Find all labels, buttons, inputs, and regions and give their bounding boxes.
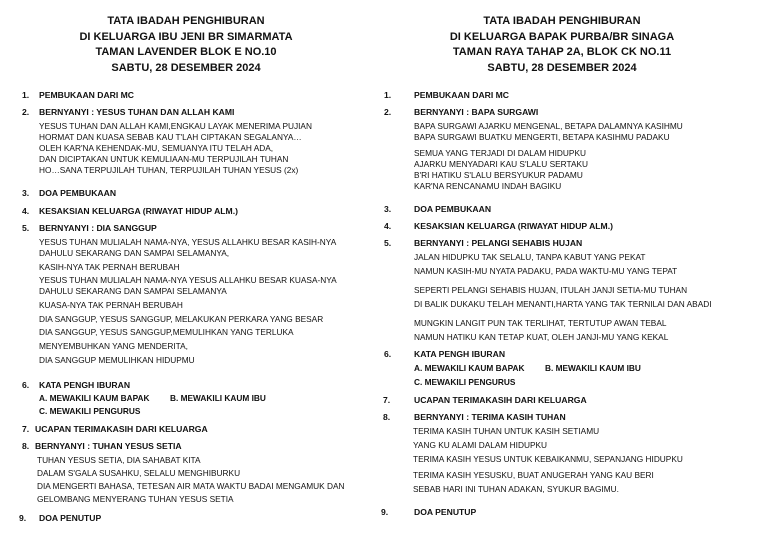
lyric-line: MENYEMBUHKAN YANG MENDERITA, [39, 341, 188, 352]
lyric-line: GELOMBANG MENYERANG TUHAN YESUS SETIA [37, 494, 234, 504]
lyric-line: DIA MENGERTI BAHASA, TETESAN AIR MATA WAKTU BADAI MENGAMUK DAN [37, 481, 345, 491]
left-item-7-number: 7. [22, 424, 30, 434]
left-item-4-title: KESAKSIAN KELUARGA (RIWAYAT HIDUP ALM.) [39, 206, 238, 216]
lyric-line: DIA SANGGUP MEMULIHKAN HIDUPMU [39, 354, 195, 365]
lyric-line: SEMUA YANG TERJADI DI DALAM HIDUPKU [414, 148, 586, 158]
lyric-line: DAN DICIPTAKAN UNTUK KEMULIAAN-MU TERPUJILAH TUHAN [39, 154, 289, 164]
right-item-5-title: BERNYANYI : PELANGI SEHABIS HUJAN [414, 238, 583, 248]
right-item-8-title: BERNYANYI : TERIMA KASIH TUHAN [414, 412, 566, 422]
right-header-line-1: TATA IBADAH PENGHIBURAN [483, 15, 641, 27]
left-item-9-title: DOA PENUTUP [39, 513, 102, 523]
left-speaker-c: C. MEWAKILI PENGURUS [39, 406, 141, 416]
right-item-8-number: 8. [383, 412, 391, 422]
lyric-line: DAHULU SEKARANG DAN SAMPAI SELAMANYA [39, 286, 227, 297]
lyric-line: KUASA-NYA TAK PERNAH BERUBAH [39, 300, 183, 311]
left-header-line-1: TATA IBADAH PENGHIBURAN [107, 15, 265, 27]
left-item-5-number: 5. [22, 223, 30, 233]
right-item-4-title: KESAKSIAN KELUARGA (RIWAYAT HIDUP ALM.) [414, 221, 613, 231]
right-item-3-number: 3. [384, 204, 392, 214]
lyric-line: B'RI HATIKU S'LALU BERSYUKUR PADAMU [414, 170, 583, 180]
right-item-1-title: PEMBUKAAN DARI MC [414, 90, 510, 100]
right-speaker-a: A. MEWAKILI KAUM BAPAK [414, 363, 525, 373]
lyric-line: YANG KU ALAMI DALAM HIDUPKU [413, 440, 548, 450]
lyric-line: OLEH KAR'NA KEHENDAK-MU, SEMUANYA ITU TELAH ADA, [39, 143, 274, 153]
right-header [392, 14, 732, 76]
left-item-7-title: UCAPAN TERIMAKASIH DARI KELUARGA [35, 424, 208, 434]
lyric-line: MUNGKIN LANGIT PUN TAK TERLIHAT, TERTUTUP AWAN TEBAL [414, 318, 667, 328]
lyric-line: JALAN HIDUPKU TAK SELALU, TANPA KABUT YANG PEKAT [414, 252, 646, 262]
right-song-3-lyrics [413, 426, 683, 495]
left-item-5-title: BERNYANYI : DIA SANGGUP [39, 223, 157, 233]
lyric-line: DIA SANGGUP, YESUS SANGGUP,MEMULIHKAN YANG TERLUKA [39, 327, 294, 338]
left-speaker-b: B. MEWAKILI KAUM IBU [170, 393, 266, 403]
left-item-2-title: BERNYANYI : YESUS TUHAN DAN ALLAH KAMI [39, 107, 235, 117]
lyric-line: DAHULU SEKARANG DAN SAMPAI SELAMANYA, [39, 248, 230, 258]
left-item-4-number: 4. [22, 206, 30, 216]
lyric-line: HO…SANA TERPUJILAH TUHAN, TERPUJILAH TUHAN YESUS (2x) [39, 165, 299, 175]
left-item-1-number: 1. [22, 90, 30, 100]
right-order-of-service [381, 0, 758, 543]
lyric-line: YESUS TUHAN MULIALAH NAMA-NYA, YESUS ALLAHKU BESAR KASIH-NYA [39, 237, 337, 247]
right-song-2-lyrics [414, 252, 712, 343]
lyric-line: TERIMA KASIH YESUSKU, BUAT ANUGERAH YANG KAU BERI [413, 470, 654, 480]
left-item-6-number: 6. [22, 380, 30, 390]
left-order-of-service [0, 0, 374, 543]
left-header-line-4: SABTU, 28 DESEMBER 2024 [111, 61, 261, 74]
lyric-line: DALAM S'GALA SUSAHKU, SELALU MENGHIBURKU [37, 468, 241, 478]
left-item-9-number: 9. [19, 513, 27, 523]
right-item-9-number: 9. [381, 507, 389, 517]
right-header-line-3: TAMAN RAYA TAHAP 2A, BLOK CK NO.11 [452, 46, 672, 58]
lyric-line: YESUS TUHAN DAN ALLAH KAMI,ENGKAU LAYAK MENERIMA PUJIAN [39, 121, 312, 131]
right-item-3-title: DOA PEMBUKAAN [414, 204, 492, 214]
left-song-2-lyrics [39, 237, 337, 366]
right-speaker-b: B. MEWAKILI KAUM IBU [545, 363, 641, 373]
right-header-line-2: DI KELUARGA BAPAK PURBA/BR SINAGA [449, 30, 675, 43]
right-speaker-c: C. MEWAKILI PENGURUS [414, 377, 516, 387]
right-item-2-title: BERNYANYI : BAPA SURGAWI [414, 107, 539, 117]
lyric-line: TUHAN YESUS SETIA, DIA SAHABAT KITA [37, 455, 201, 465]
left-item-8-title: BERNYANYI : TUHAN YESUS SETIA [35, 441, 182, 451]
lyric-line: BAPA SURGAWI BUATKU MENGERTI, BETAPA KASIHMU PADAKU [414, 132, 670, 142]
right-item-5-number: 5. [384, 238, 392, 248]
right-song-1-lyrics [414, 121, 683, 192]
left-song-1-lyrics [39, 121, 312, 176]
left-item-1-title: PEMBUKAAN DARI MC [39, 90, 135, 100]
right-header-line-4: SABTU, 28 DESEMBER 2024 [487, 61, 637, 74]
lyric-line: KASIH-NYA TAK PERNAH BERUBAH [39, 261, 180, 272]
left-speaker-a: A. MEWAKILI KAUM BAPAK [39, 393, 150, 403]
left-item-8-number: 8. [22, 441, 30, 451]
left-header-line-3: TAMAN LAVENDER BLOK E NO.10 [95, 46, 277, 58]
lyric-line: DI BALIK DUKAKU TELAH MENANTI,HARTA YANG TAK TERNILAI DAN ABADI [414, 299, 712, 309]
lyric-line: HORMAT DAN KUASA SEBAB KAU T'LAH CIPTAKAN SEGALANYA… [39, 132, 302, 142]
left-item-3-title: DOA PEMBUKAAN [39, 188, 117, 198]
right-item-7-title: UCAPAN TERIMAKASIH DARI KELUARGA [414, 395, 587, 405]
lyric-line: NAMUN HATIKU KAN TETAP KUAT, OLEH JANJI-MU YANG KEKAL [414, 332, 669, 342]
left-header-line-2: DI KELUARGA IBU JENI BR SIMARMATA [79, 30, 293, 43]
left-song-3-lyrics [37, 455, 345, 505]
right-item-2-number: 2. [384, 107, 392, 117]
lyric-line: TERIMA KASIH TUHAN UNTUK KASIH SETIAMU [413, 426, 600, 436]
lyric-line: YESUS TUHAN MULIALAH NAMA-NYA YESUS ALLAHKU BESAR KUASA-NYA [39, 275, 337, 286]
left-item-3-number: 3. [22, 188, 30, 198]
left-header [16, 14, 356, 76]
right-item-1-number: 1. [384, 90, 392, 100]
right-item-4-number: 4. [384, 221, 392, 231]
left-item-6-title: KATA PENGH IBURAN [39, 380, 131, 390]
lyric-line: SEPERTI PELANGI SEHABIS HUJAN, ITULAH JANJI SETIA-MU TUHAN [414, 285, 688, 295]
right-item-9-title: DOA PENUTUP [414, 507, 477, 517]
lyric-line: NAMUN KASIH-MU NYATA PADAKU, PADA WAKTU-MU YANG TEPAT [414, 266, 678, 276]
right-item-7-number: 7. [383, 395, 391, 405]
right-item-6-number: 6. [384, 349, 392, 359]
right-item-6-title: KATA PENGH IBURAN [414, 349, 506, 359]
lyric-line: TERIMA KASIH YESUS UNTUK KEBAIKANMU, SEPANJANG HIDUPKU [413, 454, 683, 464]
lyric-line: DIA SANGGUP, YESUS SANGGUP, MELAKUKAN PERKARA YANG BESAR [39, 313, 324, 324]
left-item-2-number: 2. [22, 107, 30, 117]
lyric-line: AJARKU MENYADARI KAU S'LALU SERTAKU [414, 159, 589, 169]
lyric-line: BAPA SURGAWI AJARKU MENGENAL, BETAPA DALAMNYA KASIHMU [414, 121, 683, 131]
lyric-line: SEBAB HARI INI TUHAN ADAKAN, SYUKUR BAGIMU. [413, 484, 619, 494]
lyric-line: KAR'NA RENCANAMU INDAH BAGIKU [414, 181, 562, 191]
